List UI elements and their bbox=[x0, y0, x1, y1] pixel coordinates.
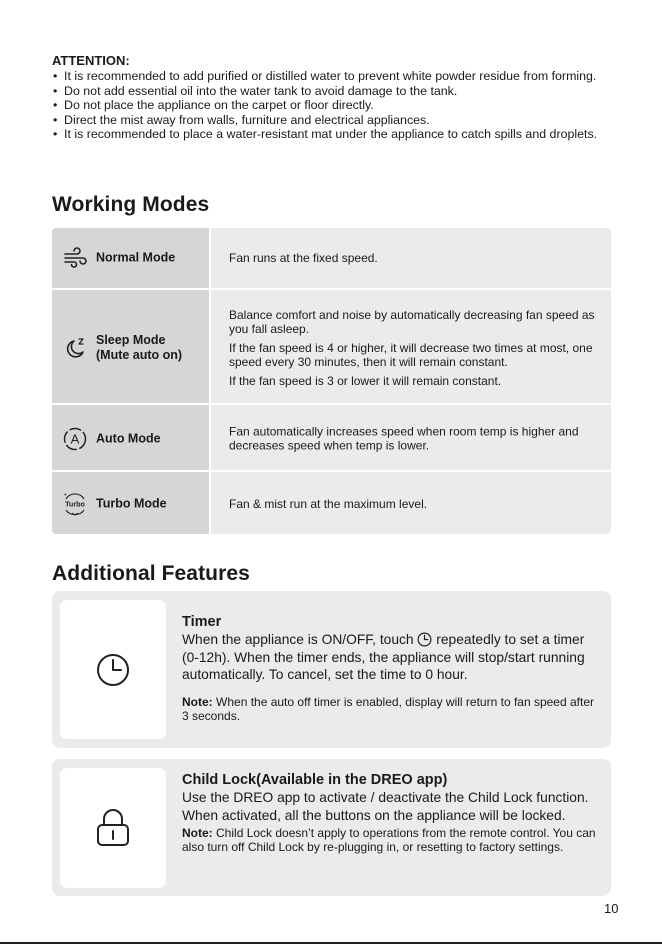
turbo-icon bbox=[62, 491, 88, 517]
mode-description-text: Balance comfort and noise by automatically decreasing fan speed as you fall asleep. bbox=[229, 307, 595, 336]
mode-name-text: Turbo Mode bbox=[96, 496, 167, 511]
mode-description-normal bbox=[229, 251, 601, 266]
attention-item: • Do not place the appliance on the carpet or floor directly. bbox=[52, 98, 612, 113]
mode-description-text: Fan & mist run at the maximum level. bbox=[229, 496, 428, 511]
mode-description-text: If the fan speed is 4 or higher, it will decrease two times at most, one speed every 30 minutes, then it will remain constant. bbox=[229, 340, 593, 369]
mode-name-subtext: (Mute auto on) bbox=[96, 347, 183, 362]
working-modes-table bbox=[52, 228, 611, 534]
attention-item: • It is recommended to add purified or distilled water to prevent white powder residue from forming. bbox=[52, 69, 612, 84]
svg-text:*: * bbox=[64, 493, 67, 500]
timer-body-text: When the appliance is ON/OFF, touch bbox=[182, 632, 414, 647]
mode-description-auto bbox=[229, 424, 601, 453]
attention-item: • Direct the mist away from walls, furniture and electrical appliances. bbox=[52, 113, 612, 128]
child-lock-note bbox=[182, 826, 601, 854]
wind-icon bbox=[62, 245, 88, 271]
note-label: Note: bbox=[182, 826, 213, 840]
attention-list bbox=[52, 69, 612, 142]
timer-feature-card bbox=[52, 591, 611, 748]
mode-label-cell bbox=[52, 472, 211, 534]
inline-clock-icon bbox=[417, 632, 432, 647]
mode-name-text: Normal Mode bbox=[96, 250, 176, 265]
mode-row-turbo bbox=[52, 470, 611, 534]
mode-row-sleep bbox=[52, 288, 611, 405]
mode-description-text: Fan automatically increases speed when room temp is higher and decreases speed when temp is lower. bbox=[229, 424, 579, 453]
attention-item: • Do not add essential oil into the water tank to avoid damage to the tank. bbox=[52, 84, 612, 99]
page-number: 10 bbox=[604, 901, 619, 916]
mode-name-text: Auto Mode bbox=[96, 431, 161, 445]
child-lock-body: Use the DREO app to activate / deactivate the Child Lock function. When activated, all the buttons on the appliance will be locked. bbox=[182, 790, 589, 823]
attention-title: ATTENTION: bbox=[52, 53, 130, 68]
bottom-rule bbox=[0, 942, 662, 944]
sleep-moon-icon bbox=[62, 335, 88, 361]
mode-name-normal bbox=[96, 251, 175, 266]
timer-icon-box bbox=[60, 600, 166, 739]
mode-row-normal bbox=[52, 228, 611, 288]
lock-icon bbox=[95, 807, 131, 849]
note-label: Note: bbox=[182, 694, 213, 709]
mode-description-sleep bbox=[229, 307, 601, 388]
additional-features-heading: Additional Features bbox=[52, 562, 250, 585]
mode-name-sleep bbox=[96, 333, 182, 363]
child-lock-icon-box bbox=[60, 768, 166, 888]
mode-label-cell bbox=[52, 405, 211, 472]
clock-icon bbox=[95, 652, 131, 688]
timer-body bbox=[182, 631, 601, 684]
working-modes-heading: Working Modes bbox=[52, 193, 210, 216]
note-text: When the auto off timer is enabled, display will return to fan speed after 3 seconds. bbox=[182, 694, 595, 723]
child-lock-title: Child Lock(Available in the DREO app) bbox=[182, 772, 448, 788]
timer-body-text: repeatedly to set a timer (0-12h). When the timer ends, the appliance will stop/start running automatically. To cancel, set the time to 0 hour. bbox=[182, 632, 585, 682]
mode-label-cell bbox=[52, 290, 211, 405]
mode-row-auto bbox=[52, 403, 611, 472]
turbo-icon-label: Turbo bbox=[65, 499, 85, 509]
timer-title: Timer bbox=[182, 614, 222, 630]
timer-note bbox=[182, 695, 601, 723]
mode-description-text: If the fan speed is 3 or lower it will remain constant. bbox=[229, 373, 502, 388]
child-lock-text bbox=[182, 772, 601, 854]
mode-label-cell bbox=[52, 228, 211, 288]
auto-mode-icon bbox=[62, 426, 88, 452]
auto-mode-icon-letter: A bbox=[70, 431, 80, 446]
child-lock-feature-card bbox=[52, 759, 611, 896]
mode-name-turbo bbox=[96, 497, 167, 512]
note-text: Child Lock doesn’t apply to operations from the remote control. You can also turn off Child Lock by re-plugging in, or resetting to factory settings. bbox=[182, 826, 596, 854]
mode-description-text: Fan runs at the fixed speed. bbox=[229, 250, 378, 265]
mode-description-turbo bbox=[229, 497, 601, 512]
timer-text bbox=[182, 614, 601, 723]
mode-name-text: Sleep Mode bbox=[96, 332, 166, 347]
mode-name-auto bbox=[96, 431, 161, 446]
attention-section bbox=[52, 53, 612, 142]
attention-item: • It is recommended to place a water-resistant mat under the appliance to catch spills and droplets. bbox=[52, 127, 612, 142]
